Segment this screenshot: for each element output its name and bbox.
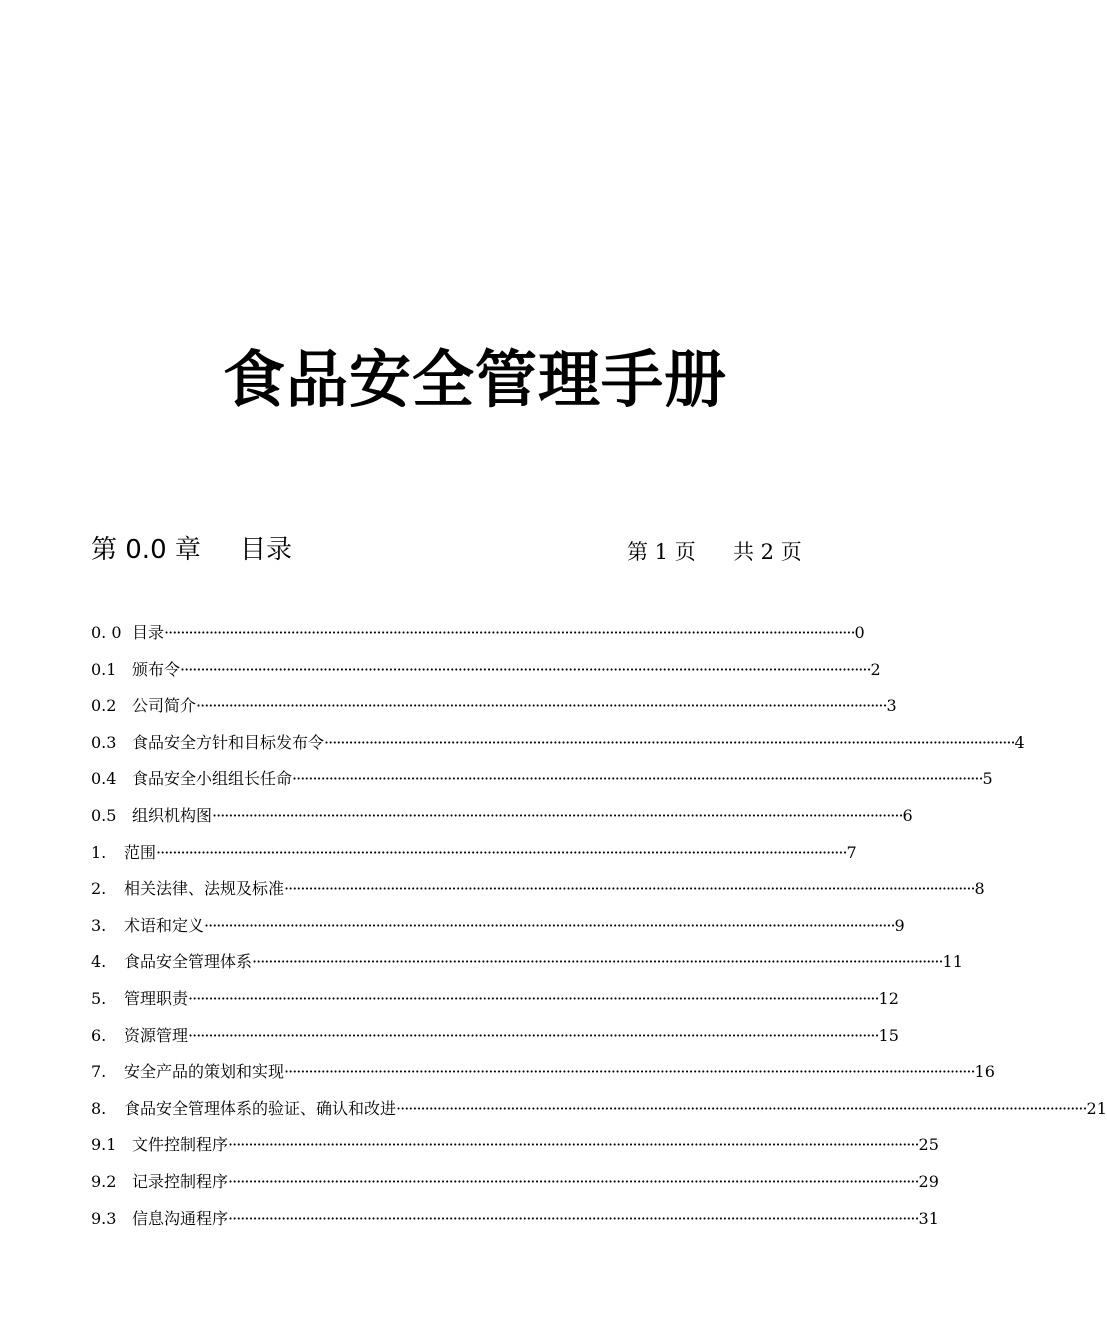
toc-entry-page: 0: [854, 623, 865, 642]
toc-entry-label: 术语和定义: [124, 915, 205, 935]
toc-entry[interactable]: [91, 655, 881, 685]
toc-entry[interactable]: [91, 947, 963, 977]
toc-entry-number: 0.1: [91, 659, 117, 679]
toc-entry[interactable]: [91, 984, 899, 1014]
toc-entry-label: 组织机构图: [132, 806, 213, 825]
toc-entry-page: 8: [974, 879, 985, 899]
toc-dot-leader: ·········································································································································································: [180, 659, 871, 679]
toc-entry-number: 0.5: [91, 806, 117, 825]
toc-entry-number: 1.: [91, 842, 107, 862]
chapter-number: 第 0.0 章: [91, 535, 201, 565]
toc-entry-page: 31: [918, 1208, 939, 1228]
toc-dot-leader: ·········································································································································································: [228, 1135, 919, 1155]
toc-entry-page: 4: [1014, 732, 1025, 752]
toc-dot-leader: ·········································································································································································: [188, 989, 879, 1008]
toc-entry-number: 7.: [91, 1062, 107, 1082]
toc-entry-number: 0.3: [91, 732, 117, 752]
toc-entry-page: 2: [870, 659, 881, 679]
toc-entry[interactable]: [91, 618, 865, 648]
toc-entry-label: 相关法律、法规及标准: [124, 879, 285, 899]
toc-dot-leader: ·········································································································································································: [204, 915, 895, 935]
toc-entry-number: 9.3: [91, 1208, 117, 1228]
toc-entry[interactable]: [91, 1057, 995, 1087]
toc-entry[interactable]: [91, 1204, 939, 1234]
toc-dot-leader: ·········································································································································································: [188, 1025, 879, 1045]
toc-dot-leader: ·········································································································································································: [212, 806, 903, 825]
toc-entry[interactable]: [91, 1167, 939, 1197]
toc-entry-page: 5: [982, 769, 993, 789]
toc-entry-label: 食品安全管理体系的验证、确认和改进: [124, 1098, 397, 1118]
toc-entry-number: 6.: [91, 1025, 107, 1045]
toc-entry[interactable]: [91, 838, 857, 868]
toc-entry-page: 25: [918, 1135, 939, 1155]
toc-dot-leader: ·········································································································································································: [324, 732, 1015, 752]
toc-entry-page: 12: [878, 989, 899, 1008]
toc-entry-page: 3: [886, 696, 897, 716]
toc-entry[interactable]: [91, 728, 1025, 758]
toc-entry-label: 资源管理: [124, 1025, 189, 1045]
toc-entry-label: 记录控制程序: [132, 1172, 229, 1191]
toc-entry[interactable]: [91, 1130, 939, 1160]
toc-entry-number: 3.: [91, 915, 107, 935]
toc-entry[interactable]: [91, 1094, 1107, 1124]
toc-entry-label: 食品安全方针和目标发布令: [132, 732, 325, 752]
toc-entry-page: 16: [974, 1062, 995, 1082]
toc-dot-leader: ·········································································································································································: [284, 879, 975, 899]
toc-entry-number: 5.: [91, 989, 107, 1008]
toc-entry-number: 9.2: [91, 1172, 117, 1191]
toc-dot-leader: ·········································································································································································: [228, 1208, 919, 1228]
toc-entry[interactable]: [91, 801, 913, 831]
toc-entry-page: 21: [1086, 1098, 1107, 1118]
toc-dot-leader: ·········································································································································································: [156, 842, 847, 862]
toc-entry-label: 食品安全小组组长任命: [132, 769, 293, 789]
toc-dot-leader: ·········································································································································································: [196, 696, 887, 716]
toc-entry-number: 9.1: [91, 1135, 117, 1155]
toc-entry-label: 安全产品的策划和实现: [124, 1062, 285, 1082]
toc-dot-leader: ·········································································································································································: [396, 1098, 1087, 1118]
toc-entry[interactable]: [91, 1021, 899, 1051]
toc-dot-leader: ·········································································································································································: [292, 769, 983, 789]
toc-entry-label: 公司简介: [132, 696, 197, 716]
page-current: 第 1 页: [627, 540, 696, 564]
toc-entry-number: 0. 0: [91, 623, 122, 642]
toc-entry-label: 范围: [124, 842, 157, 862]
toc-entry[interactable]: [91, 691, 897, 721]
toc-entry-page: 15: [878, 1025, 899, 1045]
toc-entry-page: 6: [902, 806, 913, 825]
toc-entry[interactable]: [91, 764, 993, 794]
toc-dot-leader: ·········································································································································································: [228, 1172, 919, 1191]
toc-entry-page: 7: [846, 842, 857, 862]
toc-dot-leader: ·········································································································································································: [252, 952, 943, 972]
toc-entry-page: 29: [918, 1172, 939, 1191]
toc-entry-number: 2.: [91, 879, 107, 899]
chapter-title: 目录: [240, 535, 293, 565]
chapter-header: [0, 530, 950, 570]
toc-entry-label: 食品安全管理体系: [124, 952, 253, 972]
toc-entry-number: 0.2: [91, 696, 117, 716]
page-total: 共 2 页: [733, 540, 802, 564]
toc-entry-page: 11: [942, 952, 963, 972]
toc-dot-leader: ·········································································································································································: [164, 623, 855, 642]
toc-entry-number: 8.: [91, 1098, 107, 1118]
toc-entry-label: 目录: [132, 623, 165, 642]
toc-entry[interactable]: [91, 911, 905, 941]
toc-dot-leader: ·········································································································································································: [284, 1062, 975, 1082]
toc-entry-number: 4.: [91, 952, 107, 972]
toc-entry-label: 颁布令: [132, 659, 181, 679]
toc-entry[interactable]: [91, 874, 985, 904]
toc-entry-label: 文件控制程序: [132, 1135, 229, 1155]
toc-entry-label: 管理职责: [124, 989, 189, 1008]
document-title: 食品安全管理手册: [222, 343, 727, 416]
toc-entry-page: 9: [894, 915, 905, 935]
toc-entry-number: 0.4: [91, 769, 117, 789]
toc-entry-label: 信息沟通程序: [132, 1208, 229, 1228]
